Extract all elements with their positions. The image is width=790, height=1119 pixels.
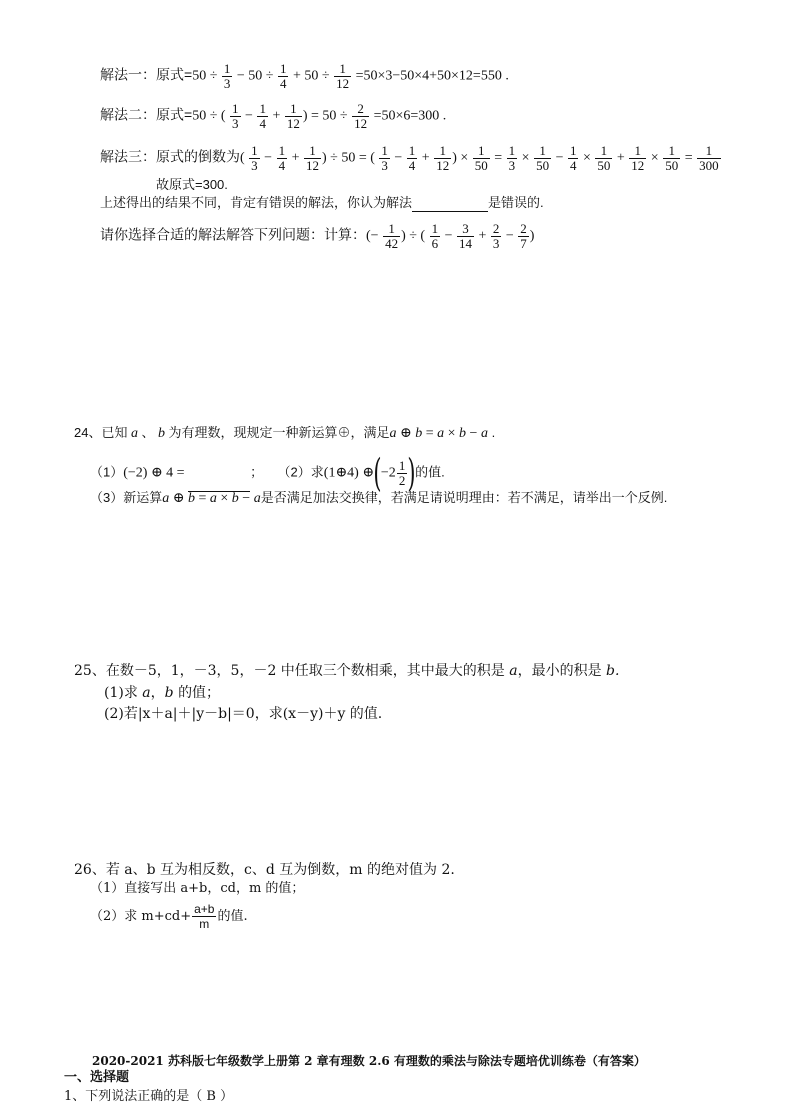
q24-p3: （3）新运算 bbox=[90, 490, 163, 505]
q26-text-3: （2）求 m+cd+ bbox=[90, 909, 192, 924]
q24-part-1-2: （1）(−2) ⊕ 4 = ； （2）求(1⊕4) ⊕(−2 $\frac{1}{2}$ )的值. bbox=[90, 451, 445, 495]
method-3-label: 解法三：原式的倒数为 bbox=[100, 148, 240, 165]
method-2-label: 解法二：原式= bbox=[100, 106, 193, 123]
fraction: $\frac{2}{3}$ bbox=[492, 221, 500, 251]
fraction: $\frac{1}{12}$ bbox=[336, 61, 350, 91]
fraction: $\frac{3}{14}$ bbox=[458, 221, 472, 251]
solution-method-1: 解法一：原式=50 ÷ $\frac{1}{3}$ − 50 ÷ $\frac{1}{4}$ + 50 ÷ $\frac{1}{12}$ =50×3−50×4+50×12=550 . bbox=[100, 61, 509, 91]
fraction: $\frac{a+b}{m}$ bbox=[194, 902, 215, 931]
fraction: $\frac{1}{12}$ bbox=[631, 143, 645, 173]
q25-line-1: 25、在数－5，1，－3，5，－2 中任取三个数相乘，其中最大的积是 a，最小的积是 b. bbox=[74, 663, 620, 679]
fraction: $\frac{1}{50}$ bbox=[474, 143, 488, 173]
q24-heading: 24、已知 a 、 b 为有理数，现规定一种新运算⊕，满足a ⊕ b = a × b − a . bbox=[74, 425, 496, 441]
fraction: $\frac{1}{3}$ bbox=[508, 143, 516, 173]
fraction: $\frac{1}{12}$ bbox=[286, 101, 300, 131]
q24-part-3: （3）新运算a ⊕ b = a × b − a是否满足加法交换律，若满足请说明理由：若不满足，请举出一个反例. bbox=[90, 490, 668, 506]
fraction: $\frac{1}{50}$ bbox=[536, 143, 550, 173]
fraction: $\frac{1}{6}$ bbox=[431, 221, 439, 251]
fraction: $\frac{1}{50}$ bbox=[665, 143, 679, 173]
q25-text-1-mid: ，最小的积是 bbox=[517, 663, 602, 679]
q24-p3-tail: 是否满足加法交换律，若满足请说明理由：若不满足，请举出一个反例. bbox=[260, 490, 668, 505]
fraction: $\frac{2}{12}$ bbox=[354, 101, 368, 131]
fraction: $\frac{2}{7}$ bbox=[520, 221, 527, 251]
fraction: $\frac{1}{2}$ bbox=[398, 457, 406, 488]
q25-text-1: 25、在数－5，1，－3，5，－2 中任取三个数相乘，其中最大的积是 bbox=[74, 663, 505, 679]
task-line: 请你选择合适的解法解答下列问题：计算：(− $\frac{1}{42}$ ) ÷ ( $\frac{1}{6}$ − $\frac{3}{14}$ + $\frac{2}{3}$ − $\frac{2}{7}$ ) bbox=[100, 221, 535, 251]
q26-line-1: 26、若 a、b 互为相反数，c、d 互为倒数，m 的绝对值为 2. bbox=[74, 862, 455, 878]
fraction: $\frac{1}{3}$ bbox=[223, 61, 231, 91]
q26-line-3 bbox=[90, 902, 248, 931]
q26-line-2: （1）直接写出 a+b，cd，m 的值； bbox=[90, 881, 305, 896]
method-1-label: 解法一：原式= bbox=[100, 66, 193, 83]
task-text: 请你选择合适的解法解答下列问题：计算： bbox=[100, 226, 366, 243]
fraction: $\frac{1}{3}$ bbox=[381, 143, 388, 173]
question-tail: 是错误的. bbox=[488, 195, 544, 210]
q24-p2-tail: 的值. bbox=[415, 464, 445, 480]
fraction: $\frac{1}{42}$ bbox=[385, 221, 399, 251]
solution-method-3: 解法三：原式的倒数为( $\frac{1}{3}$ − $\frac{1}{4}$ + $\frac{1}{12}$ ) ÷ 50 = ( $\frac{1}{3}$ − $\frac{1}{4}$ + $\frac{1}{12}$ ) × $\frac{1}{50}$ = $\frac{1}{3}$ × $\frac{1}{50}$ − $\frac{1}{4}$ × $\frac{1}{50}$ + $\frac{1}{12}$ × $\frac{1}{50}$ = $\frac{1}{300}$ bbox=[100, 143, 719, 173]
method-3-result: 故原式=300. bbox=[156, 177, 228, 192]
q25-line-3: (2)若|x＋a|＋|y－b|＝0，求(x－y)＋y 的值. bbox=[104, 706, 383, 722]
fraction: $\frac{1}{50}$ bbox=[597, 143, 611, 173]
fraction: $\frac{1}{4}$ bbox=[279, 61, 287, 91]
fraction: $\frac{1}{4}$ bbox=[259, 101, 266, 131]
q24-head2: 为有理数，现规定一种新运算⊕，满足 bbox=[168, 425, 390, 440]
answer-blank[interactable] bbox=[412, 197, 488, 212]
fraction: $\frac{1}{12}$ bbox=[436, 143, 450, 173]
question-1: 1、下列说法正确的是（ B ） bbox=[64, 1089, 234, 1104]
big-left-paren: ( bbox=[373, 451, 382, 495]
section-heading: 一、选择题 bbox=[64, 1070, 130, 1085]
question-line bbox=[100, 194, 544, 212]
fraction: $\frac{1}{4}$ bbox=[278, 143, 286, 173]
fraction: $\frac{1}{3}$ bbox=[251, 143, 258, 173]
fraction: $\frac{1}{300}$ bbox=[699, 143, 719, 173]
q24-p2: （2）求 bbox=[277, 464, 324, 480]
method-1-tail: =50×3−50×4+50×12=550 bbox=[355, 68, 502, 84]
fraction: $\frac{1}{3}$ bbox=[232, 101, 239, 131]
fraction: $\frac{1}{4}$ bbox=[408, 143, 416, 173]
fraction: $\frac{1}{12}$ bbox=[305, 143, 319, 173]
q24-p1: （1） bbox=[90, 464, 124, 480]
q25-line-2: (1)求 a，b 的值； bbox=[104, 685, 221, 701]
fraction: $\frac{1}{4}$ bbox=[569, 143, 577, 173]
q25-text-2: (1)求 bbox=[104, 685, 138, 701]
doc-title: 2020-2021 苏科版七年级数学上册第 2 章有理数 2.6 有理数的乘法与除法专题培优训练卷（有答案） bbox=[92, 1054, 646, 1068]
method-3-tail: = bbox=[684, 150, 693, 166]
solution-method-2: 解法二：原式=50 ÷ ( $\frac{1}{3}$ − $\frac{1}{4}$ + $\frac{1}{12}$ ) = 50 ÷ $\frac{2}{12}$ =50×6=300 . bbox=[100, 101, 447, 131]
question-text: 上述得出的结果不同，肯定有错误的解法，你认为解法 bbox=[100, 195, 413, 210]
method-2-tail: =50×6=300 bbox=[373, 108, 440, 124]
big-right-paren: ) bbox=[407, 451, 416, 495]
q26-text-3-tail: 的值. bbox=[217, 909, 248, 924]
q24-head: 24、已知 bbox=[74, 425, 128, 440]
q25-text-2-tail: 的值； bbox=[178, 685, 221, 701]
